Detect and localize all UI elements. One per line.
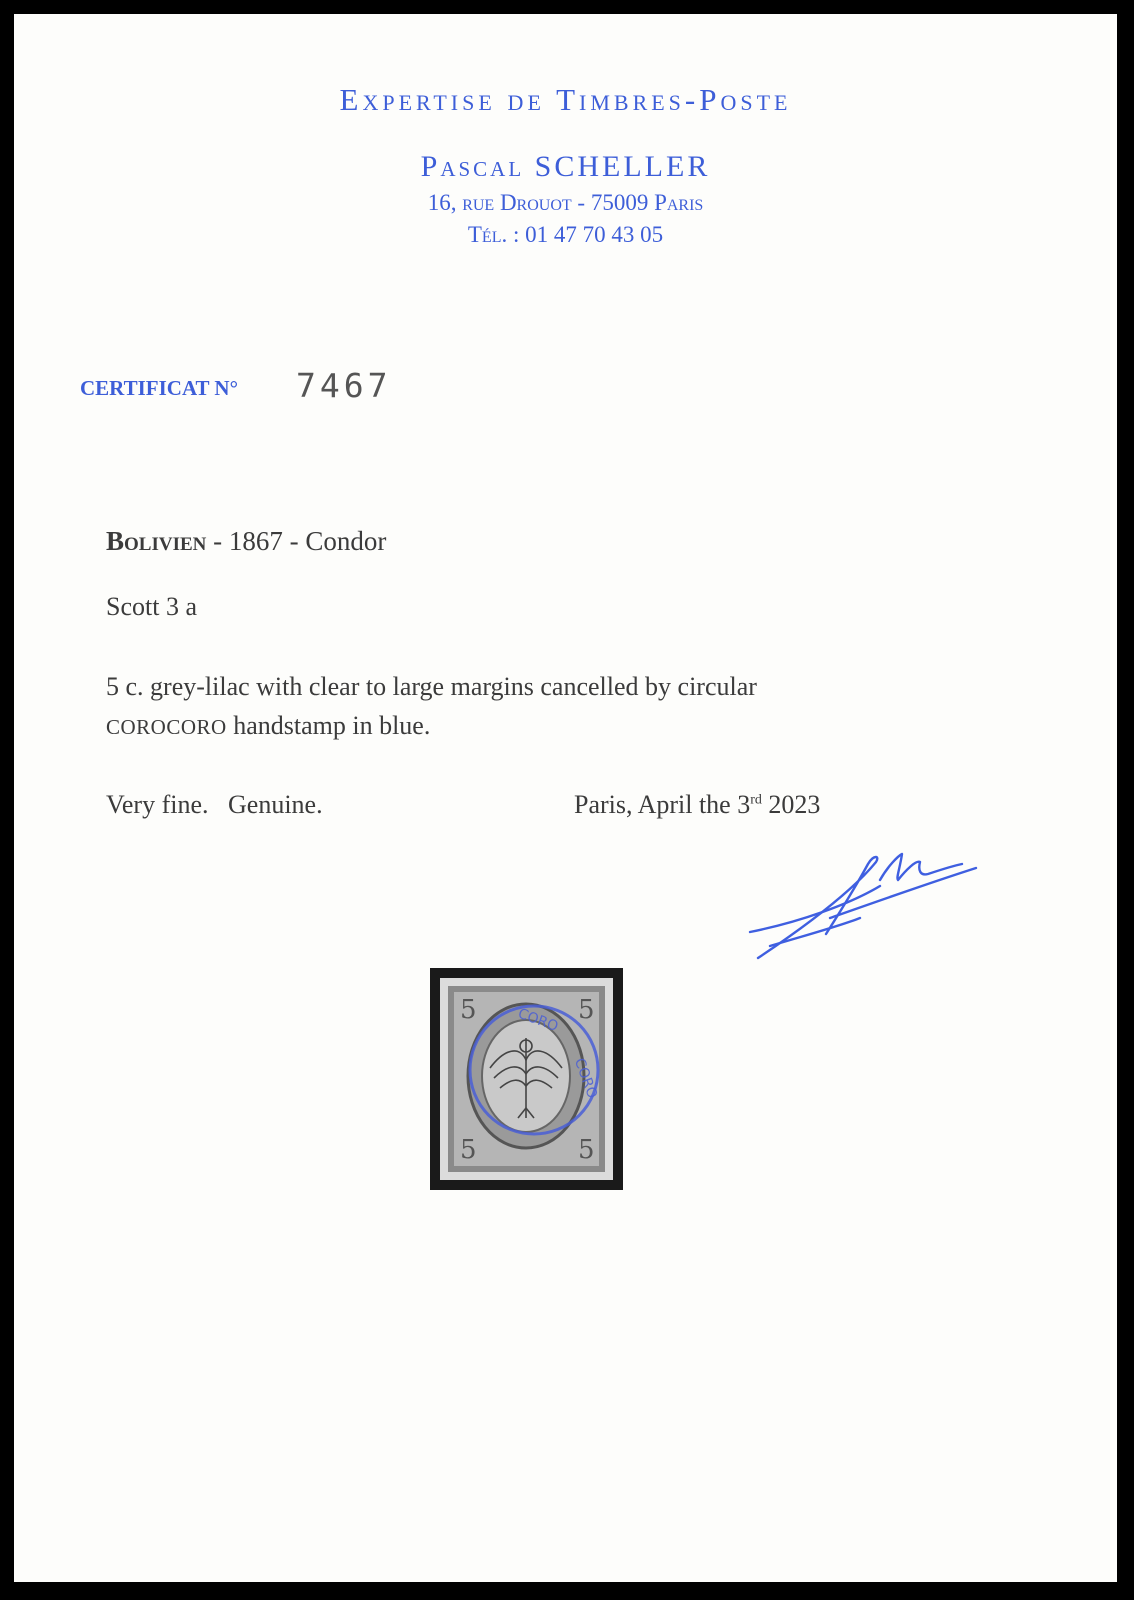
expert-address: 16, rue Drouot - 75009 Paris bbox=[427, 190, 704, 215]
stamp-description-line2 bbox=[106, 711, 430, 741]
expert-name: Pascal SCHELLER bbox=[420, 150, 711, 183]
stamp-description-rest: handstamp in blue. bbox=[226, 711, 431, 740]
cancel-name: COROCORO bbox=[106, 715, 227, 739]
certificate-label: CERTIFICAT N° bbox=[80, 376, 238, 400]
stamp-image bbox=[430, 968, 623, 1190]
stamp-title-line bbox=[106, 526, 386, 557]
stamp-country: Bolivien bbox=[106, 526, 207, 556]
stamp-verdict: Very fine. Genuine. bbox=[106, 790, 323, 819]
svg-text:5: 5 bbox=[578, 1135, 595, 1165]
stamp-description-line1: 5 c. grey-lilac with clear to large margins cancelled by circular bbox=[106, 672, 757, 701]
expert-phone: Tél. : 01 47 70 43 05 bbox=[467, 222, 664, 247]
date-year: 2023 bbox=[761, 790, 821, 819]
date-prefix: Paris, April the 3 bbox=[574, 790, 751, 819]
certificate-number: 7467 bbox=[296, 366, 392, 405]
header-title: Expertise de Timbres-Poste bbox=[339, 82, 792, 117]
signature-icon bbox=[730, 834, 990, 979]
svg-text:5: 5 bbox=[460, 995, 477, 1025]
date-suffix: rd bbox=[750, 792, 762, 808]
svg-text:5: 5 bbox=[460, 1135, 477, 1165]
certificate-sheet bbox=[14, 14, 1117, 1582]
certificate-date bbox=[574, 790, 820, 820]
svg-text:CORO: CORO bbox=[515, 1005, 561, 1035]
svg-text:5: 5 bbox=[578, 995, 595, 1025]
svg-text:CORO: CORO bbox=[570, 1056, 601, 1101]
stamp-catalogue: Scott 3 a bbox=[106, 592, 197, 621]
stamp-year-issue: - 1867 - Condor bbox=[206, 526, 387, 556]
